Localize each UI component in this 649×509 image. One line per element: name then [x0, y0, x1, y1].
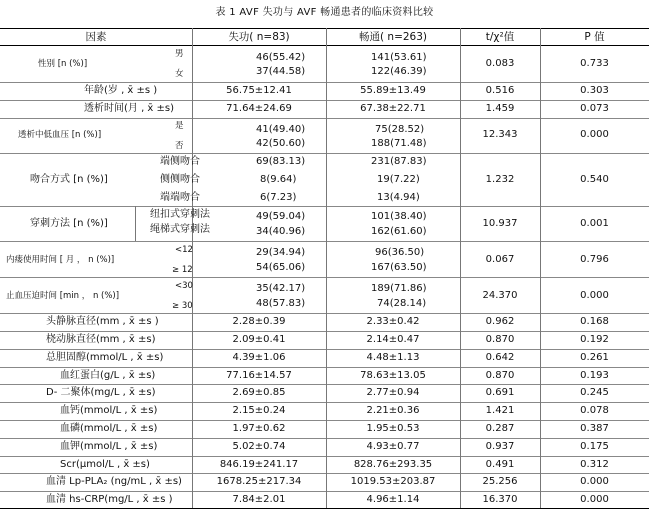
header-rule [0, 45, 649, 46]
sub-label-rope-ladder: 绳梯式穿刺法 [150, 224, 210, 235]
cell-failure: 1678.25±217.34 [216, 476, 302, 487]
cell-patent: 2.77±0.94 [366, 387, 420, 398]
sub-label-over-30: ≥ 30 [172, 301, 193, 311]
row-label: Scr(μmol/L , x̄ ±s) [60, 459, 150, 470]
row-divider [0, 367, 649, 368]
cell-p-value: 0.168 [580, 316, 609, 327]
cell-failure: 4.39±1.06 [232, 352, 286, 363]
cell-patent: 1.95±0.53 [366, 423, 420, 434]
cell-failure: 49(59.04) [256, 211, 306, 222]
cell-patent: 2.21±0.36 [366, 405, 420, 416]
cell-failure: 2.15±0.24 [232, 405, 286, 416]
cell-failure: 2.09±0.41 [232, 334, 286, 345]
cell-statistic: 0.516 [485, 85, 515, 96]
cell-failure: 7.84±2.01 [232, 494, 286, 505]
cell-p-value: 0.000 [580, 476, 609, 487]
row-divider [0, 153, 649, 154]
cell-patent: 231(87.83) [371, 156, 427, 167]
row-divider [0, 313, 649, 314]
cell-patent: 2.14±0.47 [366, 334, 420, 345]
cell-patent: 1019.53±203.87 [350, 476, 436, 487]
row-divider [0, 402, 649, 403]
cell-failure: 37(44.58) [256, 66, 306, 77]
cell-failure: 71.64±24.69 [226, 103, 292, 114]
row-label: 血清 hs-CRP(mg/L , x̄ ±s ) [46, 494, 173, 505]
cell-statistic: 0.067 [485, 254, 515, 265]
row-label: 血钙(mmol/L , x̄ ±s) [60, 405, 158, 416]
cell-patent: 78.63±13.05 [360, 370, 426, 381]
header-failure-group: 失功( n=83) [228, 31, 290, 43]
cell-statistic: 0.642 [485, 352, 515, 363]
row-divider [0, 491, 649, 492]
sub-label-side-to-side: 侧侧吻合 [160, 174, 200, 185]
row-label-puncture: 穿刺方法 [n (%)] [30, 218, 108, 229]
cell-p-value: 0.192 [580, 334, 609, 345]
top-rule [0, 28, 649, 29]
cell-p-value: 0.387 [580, 423, 609, 434]
cell-patent: 188(71.48) [371, 138, 427, 149]
row-divider [0, 384, 649, 385]
row-divider [0, 82, 649, 83]
row-label: D- 二聚体(mg/L , x̄ ±s) [46, 387, 156, 398]
cell-statistic: 0.287 [485, 423, 515, 434]
row-label-fistula-use-time: 内瘘使用时间 [ 月 ， n (%)] [6, 255, 115, 265]
cell-p-value: 0.312 [580, 459, 609, 470]
header-factor: 因素 [85, 31, 107, 43]
cell-patent: 55.89±13.49 [360, 85, 426, 96]
header-patent-group: 畅通( n=263) [358, 31, 428, 43]
column-divider [135, 206, 136, 241]
cell-p-value: 0.073 [580, 103, 609, 114]
cell-statistic: 25.256 [482, 476, 518, 487]
cell-failure: 34(40.96) [256, 226, 306, 237]
cell-patent: 4.96±1.14 [366, 494, 420, 505]
cell-patent: 167(63.50) [371, 262, 427, 273]
cell-p-value: 0.175 [580, 441, 609, 452]
row-label-dialysis-time: 透析时间(月 , x̄ ±s) [84, 103, 175, 114]
sub-label-over-12: ≥ 12 [172, 265, 193, 275]
row-label: 总胆固醇(mmol/L , x̄ ±s) [46, 352, 164, 363]
row-divider [0, 331, 649, 332]
cell-p-value: 0.000 [580, 129, 609, 140]
cell-statistic: 24.370 [482, 290, 518, 301]
row-divider [0, 100, 649, 101]
sub-label-yes: 是 [175, 121, 184, 131]
cell-patent: 4.93±0.77 [366, 441, 420, 452]
cell-failure: 41(49.40) [256, 124, 306, 135]
column-divider [326, 28, 327, 508]
sub-label-end-to-end: 端端吻合 [160, 192, 200, 203]
cell-patent: 101(38.40) [371, 211, 427, 222]
cell-failure: 5.02±0.74 [232, 441, 286, 452]
row-divider [0, 456, 649, 457]
row-label: 血清 Lp-PLA₂ (ng/mL , x̄ ±s) [46, 476, 182, 487]
row-label-age: 年龄(岁 , x̄ ±s ) [84, 85, 158, 96]
column-divider [460, 28, 461, 508]
cell-p-value: 0.796 [580, 254, 609, 265]
cell-patent: 141(53.61) [371, 52, 427, 63]
cell-failure: 42(50.60) [256, 138, 306, 149]
cell-failure: 846.19±241.17 [219, 459, 299, 470]
cell-failure: 56.75±12.41 [226, 85, 292, 96]
sub-label-buttonhole: 纽扣式穿刺法 [150, 209, 210, 220]
row-divider [0, 438, 649, 439]
cell-p-value: 0.733 [580, 58, 609, 69]
cell-p-value: 0.261 [580, 352, 609, 363]
row-label-sex: 性别 [n (%)] [38, 59, 88, 69]
cell-patent: 74(28.14) [377, 298, 427, 309]
cell-statistic: 1.232 [485, 174, 515, 185]
cell-patent: 13(4.94) [377, 192, 420, 203]
row-divider [0, 349, 649, 350]
header-statistic: t/χ²值 [485, 31, 515, 43]
cell-patent: 19(7.22) [377, 174, 420, 185]
cell-statistic: 0.870 [485, 370, 515, 381]
cell-statistic: 0.691 [485, 387, 515, 398]
cell-statistic: 0.962 [485, 316, 515, 327]
sub-label-under-30: <30 [175, 281, 193, 291]
cell-patent: 828.76±293.35 [353, 459, 433, 470]
cell-failure: 69(83.13) [256, 156, 306, 167]
row-divider [0, 118, 649, 119]
cell-statistic: 0.937 [485, 441, 515, 452]
cell-patent: 122(46.39) [371, 66, 427, 77]
cell-p-value: 0.000 [580, 290, 609, 301]
cell-patent: 67.38±22.71 [360, 103, 426, 114]
row-label: 血钾(mmol/L , x̄ ±s) [60, 441, 158, 452]
sub-label-male: 男 [175, 49, 184, 59]
row-label: 头静脉直径(mm , x̄ ±s ) [46, 316, 159, 327]
cell-failure: 8(9.64) [260, 174, 297, 185]
row-divider [0, 241, 649, 242]
cell-failure: 35(42.17) [256, 283, 306, 294]
cell-statistic: 16.370 [482, 494, 518, 505]
cell-p-value: 0.078 [580, 405, 609, 416]
cell-patent: 4.48±1.13 [366, 352, 420, 363]
cell-patent: 189(71.86) [371, 283, 427, 294]
cell-failure: 46(55.42) [256, 52, 306, 63]
sub-label-female: 女 [175, 69, 184, 79]
cell-patent: 75(28.52) [375, 124, 425, 135]
row-label: 血磷(mmol/L , x̄ ±s) [60, 423, 158, 434]
cell-patent: 96(36.50) [375, 247, 425, 258]
cell-failure: 2.28±0.39 [232, 316, 286, 327]
cell-p-value: 0.303 [580, 85, 609, 96]
table-caption: 表 1 AVF 失功与 AVF 畅通患者的临床资料比较 [215, 7, 434, 18]
cell-statistic: 0.491 [485, 459, 515, 470]
cell-statistic: 10.937 [482, 218, 518, 229]
cell-patent: 162(61.60) [371, 226, 427, 237]
row-divider [0, 420, 649, 421]
sub-label-end-to-side: 端侧吻合 [160, 156, 200, 167]
column-divider [540, 28, 541, 508]
row-divider [0, 277, 649, 278]
cell-statistic: 0.083 [485, 58, 515, 69]
cell-statistic: 12.343 [482, 129, 518, 140]
cell-failure: 54(65.06) [256, 262, 306, 273]
cell-p-value: 0.540 [580, 174, 609, 185]
row-divider [0, 206, 649, 207]
sub-label-under-12: <12 [175, 245, 193, 255]
header-p-value: P 值 [584, 31, 605, 43]
row-label-anastomosis: 吻合方式 [n (%)] [30, 174, 108, 185]
cell-statistic: 0.870 [485, 334, 515, 345]
cell-statistic: 1.421 [485, 405, 515, 416]
cell-p-value: 0.000 [580, 494, 609, 505]
cell-failure: 2.69±0.85 [232, 387, 286, 398]
cell-failure: 6(7.23) [260, 192, 297, 203]
cell-p-value: 0.001 [580, 218, 609, 229]
cell-failure: 29(34.94) [256, 247, 306, 258]
cell-patent: 2.33±0.42 [366, 316, 420, 327]
cell-p-value: 0.245 [580, 387, 609, 398]
row-label-hypotension: 透析中低血压 [n (%)] [18, 130, 102, 140]
row-label-hemostasis-time: 止血压迫时间 [min ， n (%)] [6, 291, 120, 301]
row-label: 桡动脉直径(mm , x̄ ±s) [46, 334, 156, 345]
sub-label-no: 否 [175, 141, 184, 151]
cell-failure: 77.16±14.57 [226, 370, 292, 381]
cell-statistic: 1.459 [485, 103, 515, 114]
cell-failure: 1.97±0.62 [232, 423, 286, 434]
cell-failure: 48(57.83) [256, 298, 306, 309]
cell-p-value: 0.193 [580, 370, 609, 381]
row-label: 血红蛋白(g/L , x̄ ±s) [60, 370, 156, 381]
row-divider [0, 473, 649, 474]
